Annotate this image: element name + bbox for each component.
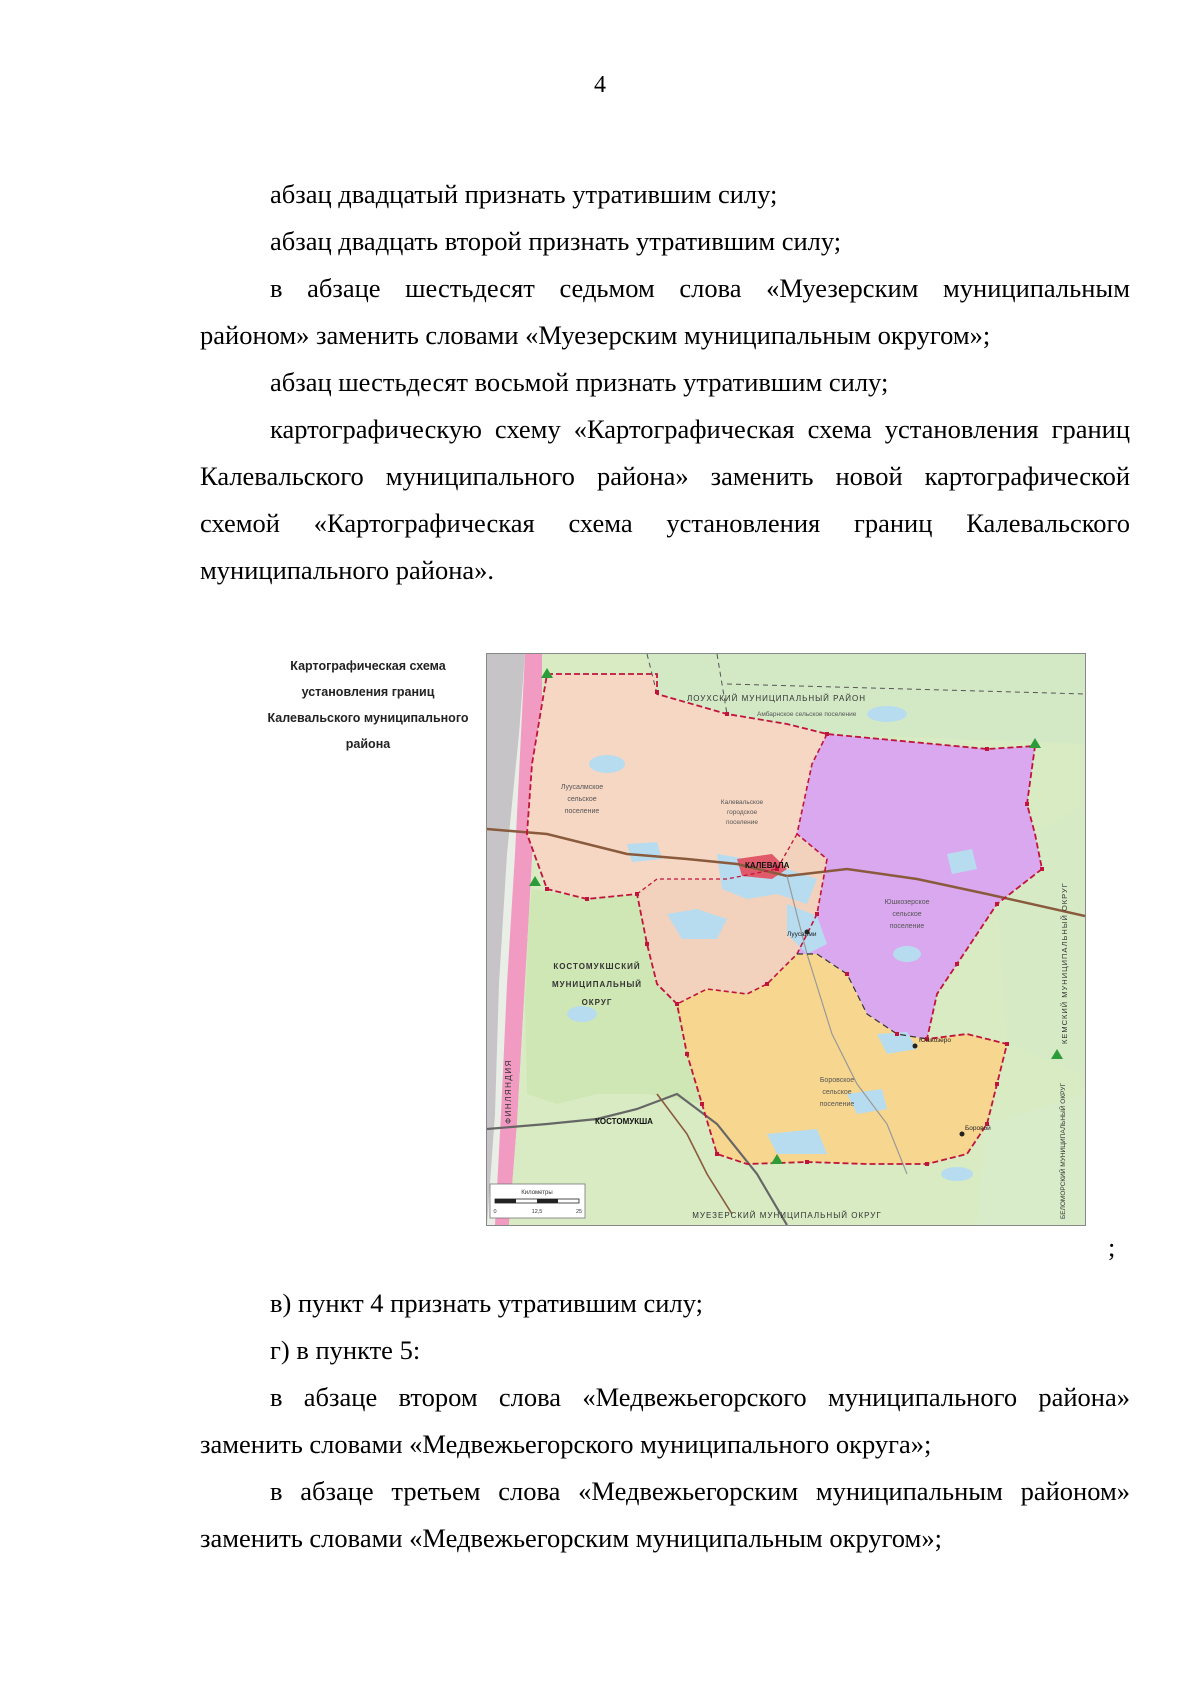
boundary-point [805,1160,809,1164]
lusalmi-label: Луусалмское [560,784,604,791]
paragraph-9: в абзаце третьем слова «Медвежьегорским муниципальным районом» заменить словами «Медвежьегорским муниципальным округом»; [200,1476,1130,1553]
boundary-point [715,1152,719,1156]
page-number: 4 [594,72,606,98]
boundary-point [845,972,849,976]
kalevala-town-label: Калевальское [720,799,764,806]
lake [589,755,625,773]
map-caption-line: установления границ [301,685,435,699]
paragraph-1: абзац двадцатый признать утратившим силу; [270,179,778,209]
lusalmi-label: поселение [564,808,600,815]
boundary-point [635,892,639,896]
kostomuksha-okrug-label: КОСТОМУКШСКИЙ [553,962,641,971]
muezersky-label: МУЕЗЕРСКИЙ МУНИЦИПАЛЬНЫЙ ОКРУГ [692,1211,882,1220]
boundary-point [1025,802,1029,806]
map-caption [248,653,488,757]
boundary-point [985,747,989,751]
paragraph-7: г) в пункте 5: [270,1335,421,1365]
luusalmi-village-label: Луусалми [787,931,817,938]
boundary-point [700,1102,704,1106]
boundary-point [685,1052,689,1056]
kostomuksha-city-label: КОСТОМУКША [595,1117,653,1126]
boundary-point [895,1032,899,1036]
map-svg [487,654,1085,1225]
kostomuksha-okrug-label: ОКРУГ [581,998,613,1007]
cartographic-map [486,653,1086,1226]
boundary-point [545,887,549,891]
louhi-label: ЛОУХСКИЙ МУНИЦИПАЛЬНЫЙ РАЙОН [687,694,867,703]
borovoe-label: Боровское [819,1077,855,1084]
lake [941,1167,973,1181]
yushkozero-label: поселение [889,923,925,930]
paragraph-3: в абзаце шестьдесят седьмом слова «Муезерским муниципальным районом» заменить словами «Муезерским муниципальным округом»; [200,273,1130,350]
paragraph-5: картографическую схему «Картографическая схема установления границ Калевальского муниципального района» заменить новой картографической схемой «Картографическая схема установления границ Калевальского муниципального района». [200,414,1130,585]
boundary-point [765,982,769,986]
map-caption-line: Картографическая схема [290,659,446,673]
yushkozero-label: Юшкозерское [884,899,930,906]
borovoy-village-label: Боровой [965,1125,991,1132]
boundary-point [655,690,659,694]
borovoe-label: сельское [822,1089,852,1096]
scale-tick: 12,5 [531,1209,543,1215]
boundary-point [925,1162,929,1166]
kostomuksha-okrug-label: МУНИЦИПАЛЬНЫЙ [551,980,643,989]
finland-label: ФИНЛЯНДИЯ [504,1059,513,1124]
boundary-point [675,1002,679,1006]
paragraph-2: абзац двадцать второй признать утратившим силу; [270,226,842,256]
boundary-point [995,902,999,906]
paragraph-6: в) пункт 4 признать утратившим силу; [270,1288,703,1318]
ambarnyi-label: Амбарнское сельское поселение [757,711,857,718]
lake [567,1006,597,1022]
scale-tick: 25 [575,1209,583,1215]
map-caption-line: Калевальского муниципального [267,711,469,725]
paragraph-4: абзац шестьдесят восьмой признать утратившим силу; [270,367,889,397]
kemsky-label: КЕМСКИЙ МУНИЦИПАЛЬНЫЙ ОКРУГ [1060,882,1069,1044]
yushkozero-label: сельское [892,911,922,918]
boundary-point [825,732,829,736]
borovoe-label: поселение [819,1101,855,1108]
settlement-dot [913,1044,918,1049]
boundary-point [995,1082,999,1086]
map-caption-line: района [345,737,391,751]
settlement-dot [960,1132,965,1137]
boundary-point [955,962,959,966]
lake [893,946,921,962]
paragraph-8: в абзаце втором слова «Медвежьегорского муниципального района» заменить словами «Медвежьегорского муниципального округа»; [200,1382,1130,1459]
lake [867,706,907,722]
kalevala-city-label: КАЛЕВАЛА [745,861,790,870]
scale-bar [490,1184,585,1218]
boundary-point [585,897,589,901]
lake [627,842,662,862]
boundary-point [645,942,649,946]
yushkozero-village-label: Юшкозеро [919,1037,951,1044]
boundary-point [1040,867,1044,871]
map-end-semicolon: ; [1108,1232,1116,1262]
scale-tick: 0 [493,1209,497,1215]
boundary-point [725,712,729,716]
boundary-point [1005,1042,1009,1046]
boundary-point [815,912,819,916]
belomorsky-label: БЕЛОМОРСКИЙ МУНИЦИПАЛЬНЫЙ ОКРУГ [1060,1083,1067,1219]
lusalmi-label: сельское [567,796,597,803]
kalevala-town-label: поселение [725,819,759,826]
scale-title: Километры [521,1190,553,1196]
kalevala-town-label: городское [726,809,758,816]
